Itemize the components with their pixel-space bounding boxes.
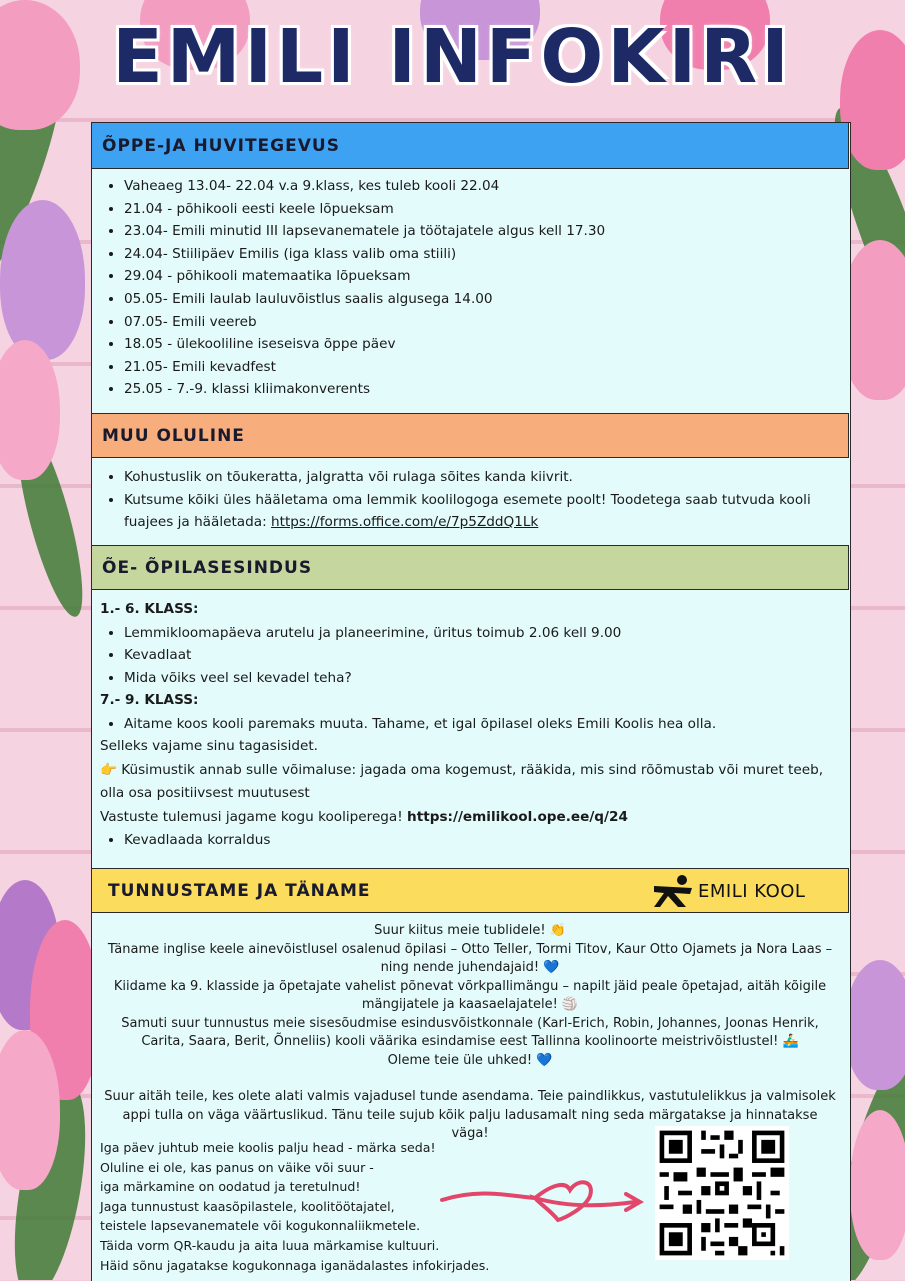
list-item: • Lemmikloomapäeva arutelu ja planeerimine, üritus toimub 2.06 kell 9.00 [124,622,840,645]
emili-logo-icon [652,874,696,908]
feedback-line: Selleks vajame sinu tagasisidet. [100,738,318,755]
list-item: • 07.05- Emili veereb [124,311,840,334]
section-heading-tunnustame: TUNNUSTAME JA TÄNAME [91,868,849,913]
student-council [100,598,840,852]
info-line: Häid sõnu jagatakse kogukonnaga iganädalastes infokirjades. [100,1257,490,1273]
qr-code-icon [655,1126,789,1260]
thanks-line: Oleme teie üle uhked! 💙 [387,1052,553,1068]
info-line: Täida vorm QR-kaudu ja aita luua märkamise kultuuri. [100,1237,440,1253]
info-line: Oluline ei ole, kas panus on väike või suur - [100,1159,374,1175]
list-item: • Kevadlaada korraldus [124,829,840,852]
list-item: • 18.05 - ülekooliline iseseisva õppe päev [124,333,840,356]
list-item: • Kevadlaat [124,644,840,667]
qr-code[interactable] [655,1126,789,1260]
thanks-line: Kiidame ka 9. klasside ja õpetajate vahelist põnevat võrkpallimängu – napilt jäid peale õpetajad, aitäh kõigile mängijatele ja kaasaelajatele! 🏐 [113,978,827,1012]
survey-link[interactable]: https://emilikool.ope.ee/q/24 [407,808,628,825]
thanks-text [104,922,836,1144]
section-heading-oppe: ÕPPE-JA HUVITEGEVUS [91,122,849,169]
list-item: • 21.05- Emili kevadfest [124,356,840,379]
list-item: • 23.04- Emili minutid III lapsevanematele ja töötajatele algus kell 17.30 [124,220,840,243]
section-heading-muu: MUU OLULINE [91,413,849,458]
events-list [100,175,840,401]
other-list [100,466,840,534]
list-item: • 05.05- Emili laulab lauluvõistlus saalis algusega 14.00 [124,288,840,311]
list-item: • Kohustuslik on tõukeratta, jalgratta või rulaga sõites kanda kiivrit. [124,466,840,489]
school-name: EMILI KOOL [698,880,806,902]
list-item: • 21.04 - põhikooli eesti keele lõpueksam [124,198,840,221]
section-heading-opilasesindus: ÕE- ÕPILASESINDUS [91,545,849,590]
list-item: • 29.04 - põhikooli matemaatika lõpueksam [124,265,840,288]
group-label: 1.- 6. KLASS: [100,601,199,617]
info-line: Jaga tunnustust kaasõpilastele, koolitöötajatel, [100,1198,395,1214]
list-item [124,489,840,534]
list-item: • 25.05 - 7.-9. klassi kliimakonverents [124,378,840,401]
list-item: • Mida võiks veel sel kevadel teha? [124,667,840,690]
results-text: Vastuste tulemusi jagame kogu kooliperega! [100,808,408,825]
page-title: EMILI INFOKIRI [112,14,793,100]
vote-form-link[interactable]: https://forms.office.com/e/7p5ZddQ1Lk [271,514,539,531]
list-item: • Aitame koos kooli paremaks muuta. Tahame, et igal õpilasel oleks Emili Koolis hea olla. [124,713,840,736]
results-line [100,806,840,830]
list-item: • Vaheaeg 13.04- 22.04 v.a 9.klass, kes tuleb kooli 22.04 [124,175,840,198]
thanks-line: Täname inglise keele ainevõistlusel osalenud õpilasi – Otto Teller, Tormi Titov, Kaur Otto Ojamets ja Nora Laas – ning nende juhendajaid! 💙 [107,941,833,975]
vote-text: Kutsume kõiki üles hääletama oma lemmik koolilogoga esemete poolt! Toodetega saab tutvuda kooli fuajees ja hääletada: [124,491,811,531]
group-label: 7.- 9. KLASS: [100,692,199,709]
school-logo [652,874,805,908]
thanks-line: Samuti suur tunnustus meie sisesõudmise esindusvõistkonnale (Karl-Erich, Robin, Johannes, Joonas Henrik, Carita, Saara, Berit, Õnneliis) kooli väärika esindamise eest Tallinna koolinoorte meistrivõistlustel! 🚣‍♂️ [121,1015,819,1049]
thanks-line: Suur kiitus meie tublidele! 👏 [374,923,566,938]
survey-description: 👉 Küsimustik annab sulle võimaluse: jagada oma kogemust, rääkida, mis sind rõõmustab või muret teeb, olla osa positiivsest muutusest [100,761,824,802]
thanks-line: Suur aitäh teile, kes olete alati valmis vajadusel tunde asendama. Teie paindlikkus, vastutulelikkus ja valmisolek appi tulla on väga väärtuslikud. Tänu teile sujub kõik palju ladusamalt ning seda märgatakse ja hinnatakse väga! [104,1089,836,1141]
info-line: Iga päev juhtub meie koolis palju head - märka seda! [100,1140,436,1155]
info-line: teistele lapsevanematele või kogukonnaliikmetele. [100,1218,421,1234]
list-item: • 24.04- Stiilipäev Emilis (iga klass valib oma stiili) [124,243,840,266]
heart-arrow-icon [440,1168,645,1228]
info-line: iga märkamine on oodatud ja teretulnud! [100,1179,361,1195]
